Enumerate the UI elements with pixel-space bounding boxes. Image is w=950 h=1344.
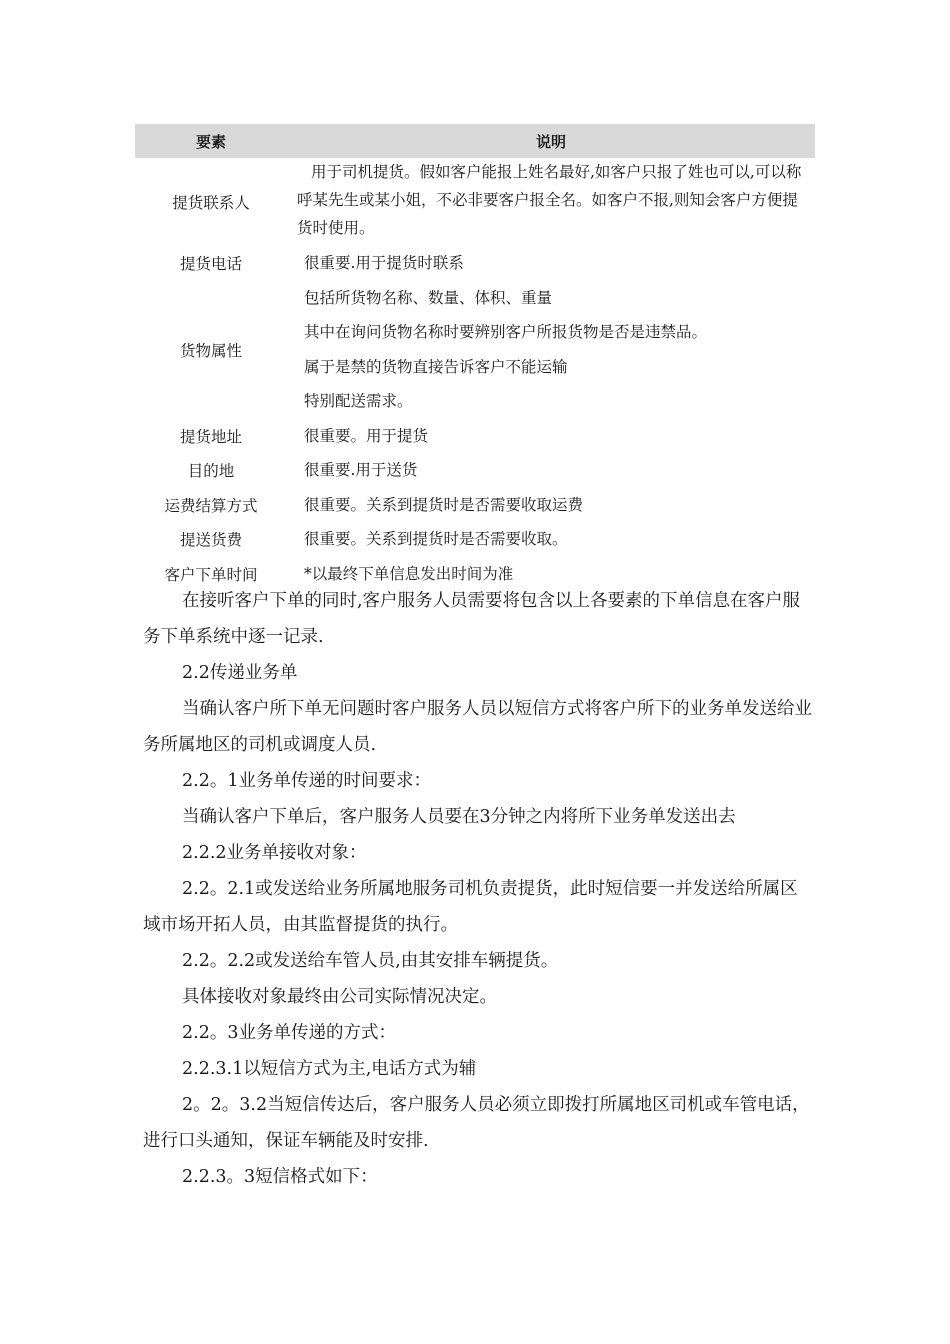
row-label: 提货联系人 (172, 194, 250, 212)
document-body (143, 583, 815, 1195)
paragraph: 2。2。3.2当短信传达后，客户服务人员必须立即拨打所属地区司机或车管电话，进行口头通知，保证车辆能及时安排. (143, 1095, 810, 1151)
table-row (135, 453, 815, 488)
table-row (135, 158, 815, 246)
row-description: 很重要.用于提货时联系 (304, 254, 464, 272)
table-row (135, 246, 815, 281)
table-row (135, 281, 815, 419)
row-description: 很重要。用于提货 (304, 426, 429, 445)
row-description: 用于司机提货。假如客户能报上姓名最好,如客户只报了姓也可以,可以称呼某先生或某小姐，不必非要客户报全名。如客户不报,则知会客户方便提货时使用。 (297, 163, 802, 237)
section-heading: 2.2传递业务单 (182, 663, 298, 683)
row-description: 很重要.用于送货 (304, 461, 418, 479)
row-label: 提送货费 (179, 531, 242, 550)
paragraph: 2.2。2.2或发送给车管人员,由其安排车辆提货。 (182, 951, 559, 971)
table-header (135, 124, 815, 158)
row-description: 包括所货物名称、数量、体积、重量 (304, 288, 553, 307)
paragraph: 具体接收对象最终由公司实际情况决定。 (182, 987, 497, 1007)
subsection-heading: 2.2。3业务单传递的方式： (182, 1023, 396, 1043)
paragraph: 当确认客户所下单无问题时客户服务人员以短信方式将客户所下的业务单发送给业务所属地区的司机或调度人员. (143, 699, 812, 755)
table-row (135, 419, 815, 454)
row-description: 特别配送需求。 (304, 392, 413, 410)
paragraph: 2.2。2.1或发送给业务所属地服务司机负责提货，此时短信要一并发送给所属区域市场开拓人员，由其监督提货的执行。 (143, 879, 798, 935)
row-label: 提货地址 (179, 427, 242, 446)
paragraph: 在接听客户下单的同时,客户服务人员需要将包含以上各要素的下单信息在客户服务下单系统中逐一记录. (143, 591, 801, 647)
row-description: 很重要。关系到提货时是否需要收取。 (304, 530, 568, 548)
row-label: 运费结算方式 (164, 496, 258, 515)
paragraph: 2.2.3.1以短信方式为主,电话方式为辅 (182, 1059, 477, 1079)
subsection-heading: 2.2。1业务单传递的时间要求： (182, 771, 431, 791)
order-elements-table (135, 124, 815, 591)
table-row (135, 522, 815, 557)
paragraph: 当确认客户下单后，客户服务人员要在3分钟之内将所下业务单发送出去 (182, 807, 736, 827)
header-element: 要素 (195, 132, 226, 151)
row-description: 属于是禁的货物直接告诉客户不能运输 (304, 357, 568, 376)
header-description: 说明 (535, 132, 566, 151)
row-label: 货物属性 (179, 341, 242, 360)
row-description: 其中在询问货物名称时要辨别客户所报货物是否是违禁品。 (304, 323, 708, 341)
row-description: *以最终下单信息发出时间为准 (304, 564, 514, 583)
subsection-heading: 2.2.2业务单接收对象： (182, 843, 367, 863)
row-label: 客户下单时间 (164, 565, 258, 584)
paragraph: 2.2.3。3短信格式如下： (182, 1167, 378, 1187)
row-label: 目的地 (187, 462, 235, 481)
table-row (135, 488, 815, 523)
row-label: 提货电话 (179, 255, 242, 274)
row-description: 很重要。关系到提货时是否需要收取运费 (304, 495, 584, 514)
